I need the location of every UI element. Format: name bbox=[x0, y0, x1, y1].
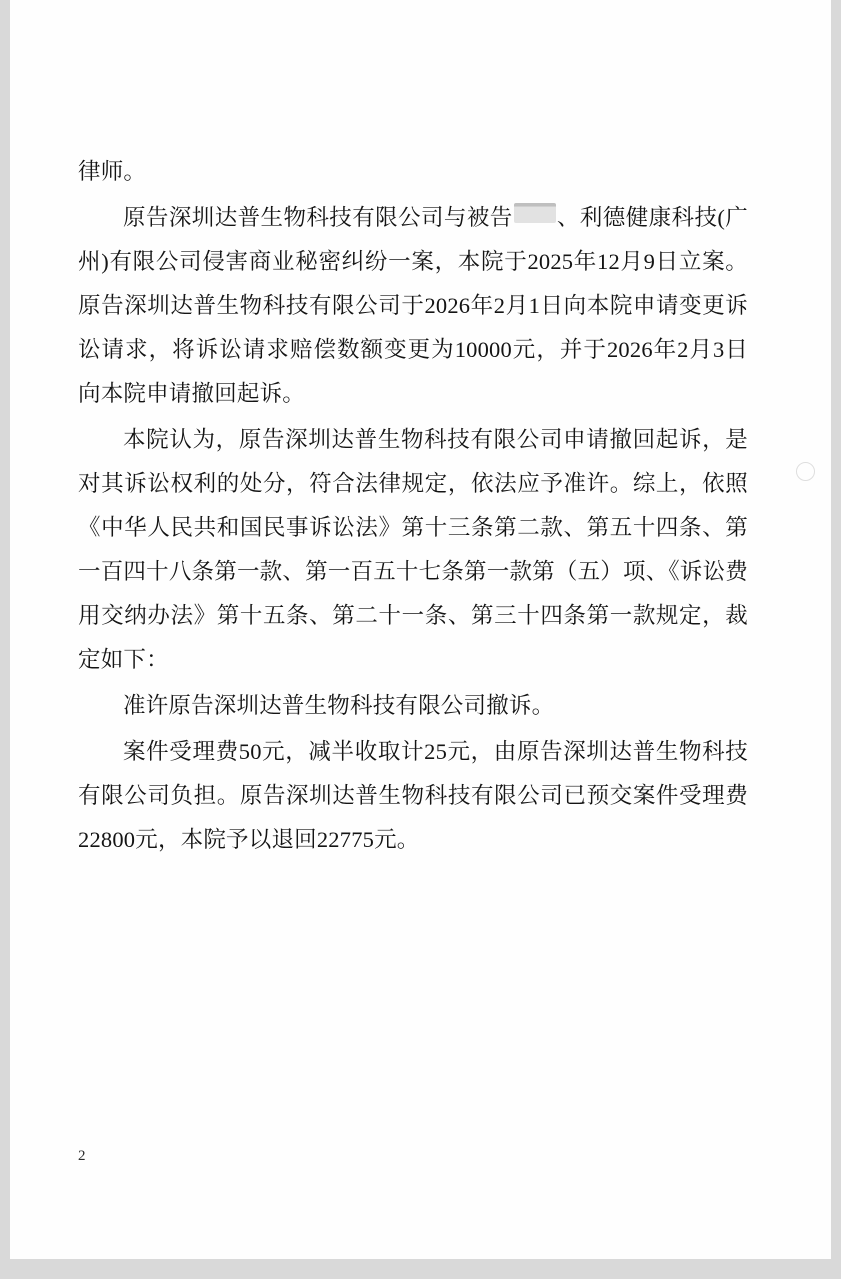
page-edge-left bbox=[0, 0, 10, 1279]
paragraph-1-text: 律师。 bbox=[78, 159, 147, 184]
paragraph-4 bbox=[78, 684, 748, 728]
paragraph-4-text: 准许原告深圳达普生物科技有限公司撤诉。 bbox=[123, 693, 555, 718]
document-body bbox=[78, 150, 748, 864]
paragraph-5 bbox=[78, 730, 748, 862]
paragraph-3 bbox=[78, 418, 748, 682]
paragraph-2-text-before-redaction: 原告深圳达普生物科技有限公司与被告 bbox=[123, 205, 513, 230]
paragraph-3-text: 本院认为，原告深圳达普生物科技有限公司申请撤回起诉，是对其诉讼权利的处分，符合法律规定，依法应予准许。综上，依照《中华人民共和国民事诉讼法》第十三条第二款、第五十四条、第一百四十八条第一款、第一百五十七条第一款第（五）项、《诉讼费用交纳办法》第十五条、第二十一条、第三十四条第一款规定，裁定如下： bbox=[78, 427, 748, 672]
seal-mark-icon bbox=[796, 462, 815, 481]
paragraph-2 bbox=[78, 196, 748, 416]
paragraph-5-text: 案件受理费50元，减半收取计25元，由原告深圳达普生物科技有限公司负担。原告深圳达普生物科技有限公司已预交案件受理费22800元，本院予以退回22775元。 bbox=[78, 739, 748, 852]
page-edge-right bbox=[831, 0, 841, 1279]
page-number: 2 bbox=[78, 1148, 86, 1164]
paragraph-2-text-after-redaction: 、利德健康科技(广州)有限公司侵害商业秘密纠纷一案，本院于2025年12月9日立案。原告深圳达普生物科技有限公司于2026年2月1日向本院申请变更诉讼请求，将诉讼请求赔偿数额变更为10000元，并于2026年2月3日向本院申请撤回起诉。 bbox=[78, 205, 749, 406]
paragraph-1 bbox=[78, 150, 748, 194]
page-edge-bottom bbox=[0, 1259, 841, 1279]
document-page bbox=[10, 0, 831, 1279]
redaction-mark bbox=[514, 203, 556, 223]
